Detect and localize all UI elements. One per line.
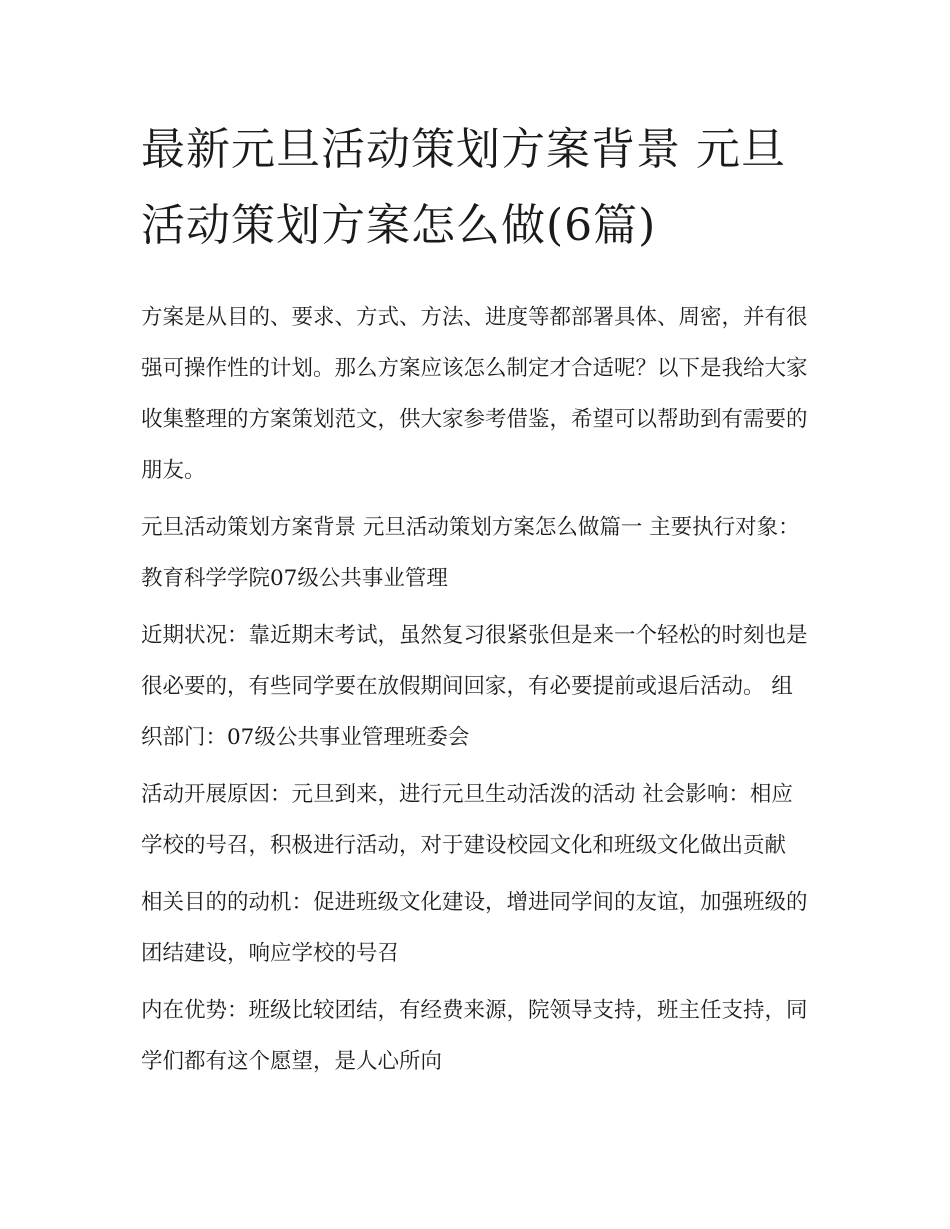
paragraph-intro: 方案是从目的、要求、方式、方法、进度等都部署具体、周密，并有很强可操作性的计划。那么方案应该怎么制定才合适呢？以下是我给大家收集整理的方案策划范文，供大家参考借鉴，希望可以帮助到有需要的朋友。: [141, 305, 808, 483]
document-page: [141, 112, 813, 1093]
paragraph-target: 元旦活动策划方案背景 元旦活动策划方案怎么做篇一 主要执行对象：教育科学学院07级公共事业管理: [141, 515, 800, 591]
document-title: 最新元旦活动策划方案背景 元旦活动策划方案怎么做(6篇): [141, 124, 786, 251]
paragraph-motive: 相关目的的动机：促进班级文化建设，增进同学间的友谊，加强班级的团结建设，响应学校的号召: [141, 890, 808, 966]
paragraph-reason: 活动开展原因：元旦到来，进行元旦生动活泼的活动 社会影响：相应学校的号召，积极进行活动，对于建设校园文化和班级文化做出贡献: [141, 782, 793, 858]
paragraph-status: 近期状况：靠近期末考试，虽然复习很紧张但是来一个轻松的时刻也是很必要的，有些同学要在放假期间回家，有必要提前或退后活动。 组织部门：07级公共事业管理班委会: [141, 623, 808, 750]
paragraph-advantage: 内在优势：班级比较团结，有经费来源，院领导支持，班主任支持，同学们都有这个愿望，是人心所向: [141, 998, 808, 1074]
